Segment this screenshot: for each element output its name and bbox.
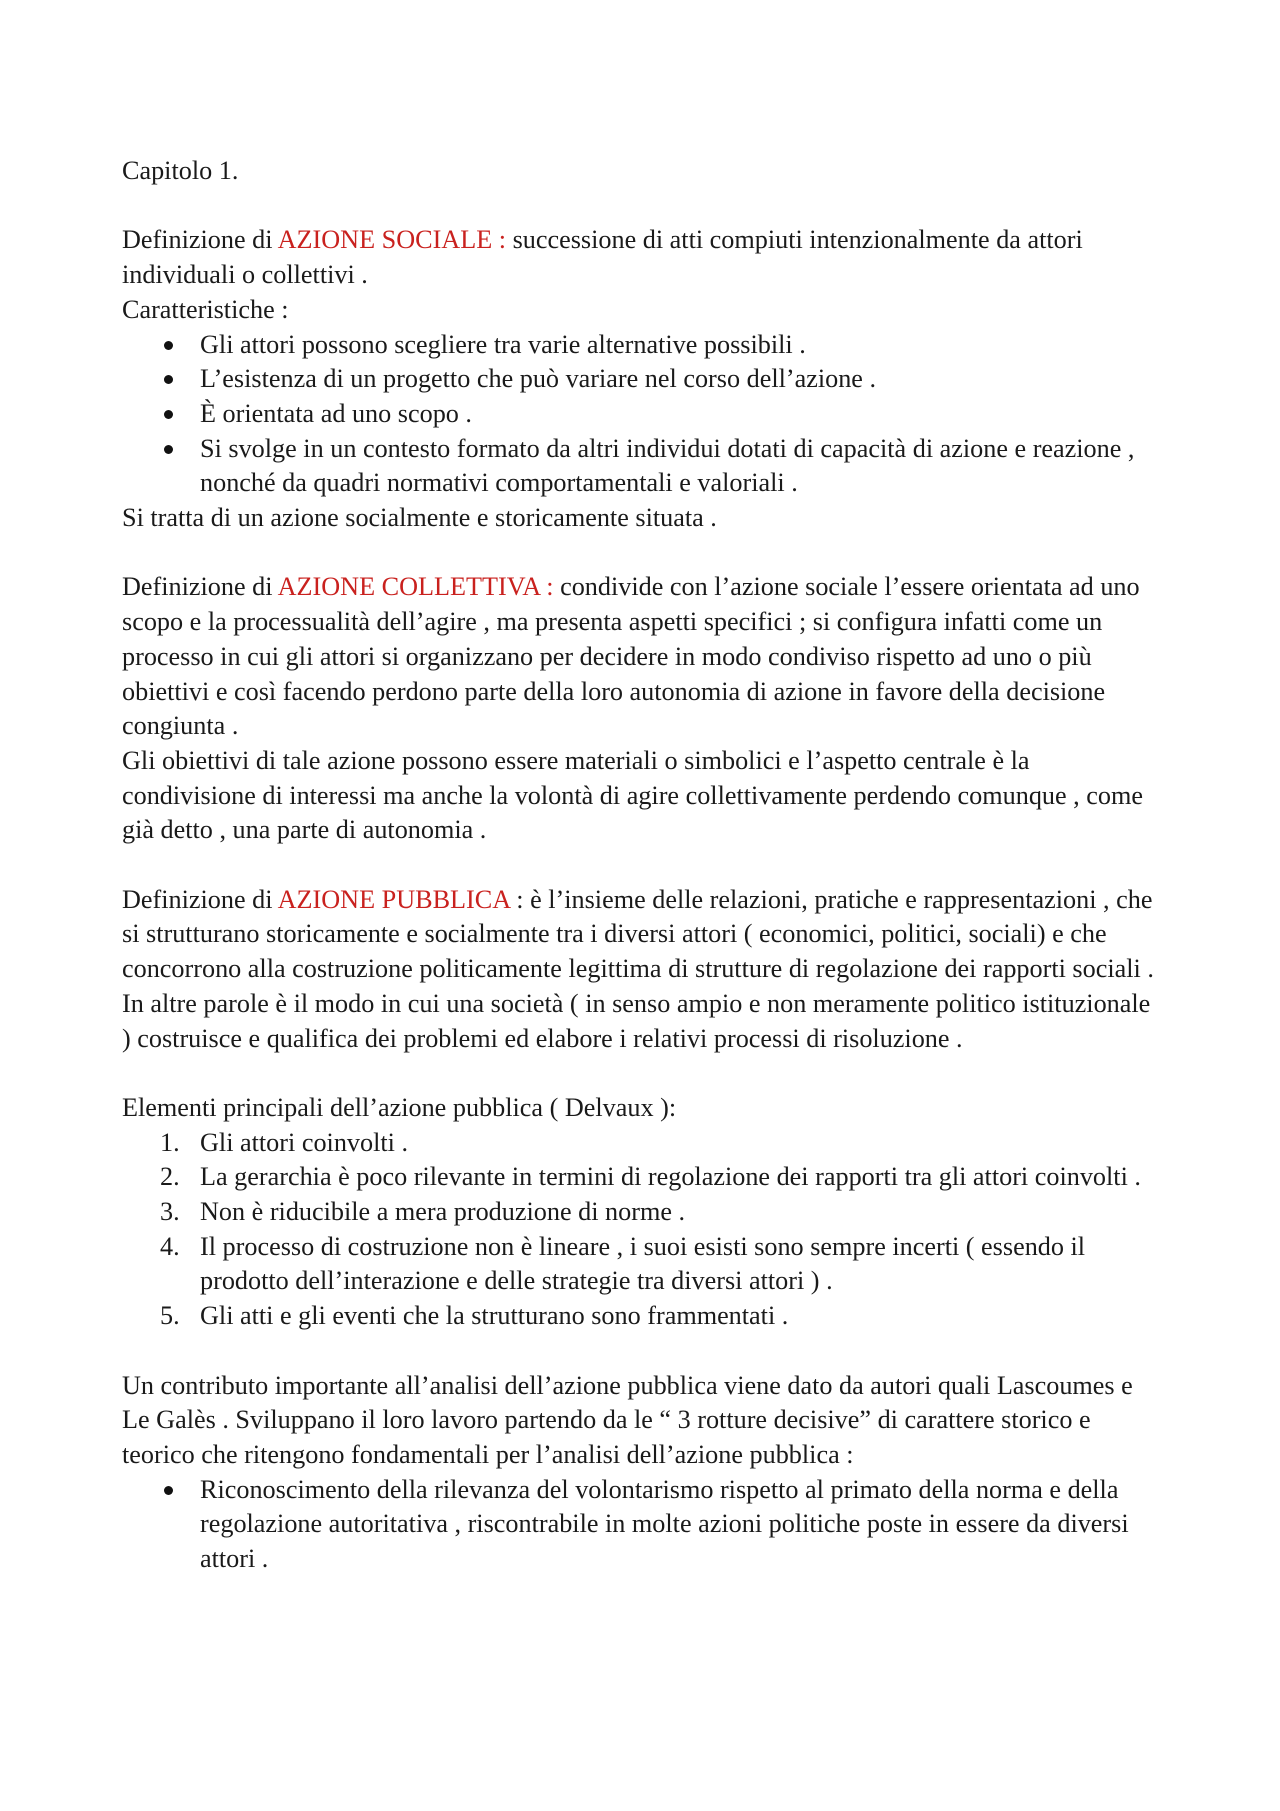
definition-prefix: Definizione di [122,884,278,914]
list-item-text: Non è riducibile a mera produzione di norme . [200,1197,686,1227]
characteristics-list [122,328,1160,502]
term-azione-collettiva: AZIONE COLLETTIVA : [277,572,554,602]
list-item [122,1126,1160,1161]
list-item: È orientata ad uno scopo . [122,397,1160,432]
definition-text: condivide con l’azione sociale l’essere orientata ad uno scopo e la processualità dell’agire , ma presenta aspetti specifici ; si configura infatti come un processo in cui gli attori si organizzano per decidere in modo condiviso rispetto ad uno o più obiettivi e così facendo perdono parte della loro autonomia di azione in favore della decisione congiunta . [122,572,1140,741]
definition-azione-collettiva [122,570,1160,744]
bullet-list [122,1473,1160,1577]
chapter-title: Capitolo 1. [122,156,239,185]
spacer [122,1056,1160,1091]
list-item [122,1230,1160,1299]
list-number: 4. [160,1231,180,1261]
list-item [122,1299,1160,1334]
spacer [122,848,1160,883]
paragraph: Un contributo importante all’analisi dell’azione pubblica viene dato da autori quali Lascoumes e Le Galès . Sviluppano il loro lavoro partendo da le “ 3 rotture decisive” di carattere storico e teorico che ritengono fondamentali per l’analisi dell’azione pubblica : [122,1370,1133,1469]
list-item: Riconoscimento della rilevanza del volontarismo rispetto al primato della norma e della regolazione autoritativa , riscontrabile in molte azioni politiche poste in essere da diversi attori . [122,1473,1160,1577]
paragraph: Gli obiettivi di tale azione possono essere materiali o simbolici e l’aspetto centrale è la condivisione di interessi ma anche la volontà di agire collettivamente perdendo comunque , come già detto , una parte di autonomia . [122,745,1143,845]
list-item [122,1195,1160,1230]
definition-azione-pubblica [122,883,1160,1057]
list-number: 3. [160,1197,180,1227]
definition-text: successione di atti compiuti intenzionalmente da attori individuali o collettivi . [122,225,1083,290]
term-azione-sociale: AZIONE SOCIALE : [277,225,507,255]
characteristics-label: Caratteristiche : [122,294,289,324]
list-number: 2. [160,1162,180,1192]
list-item: Gli attori possono scegliere tra varie alternative possibili . [122,328,1160,363]
list-item-text: La gerarchia è poco rilevante in termini di regolazione dei rapporti tra gli attori coinvolti . [200,1162,1141,1192]
list-number: 1. [160,1127,180,1157]
definition-prefix: Definizione di [122,572,278,602]
list-item-text: Gli atti e gli eventi che la strutturano sono frammentati . [200,1301,789,1331]
list-item [122,1160,1160,1195]
list-item: Si svolge in un contesto formato da altri individui dotati di capacità di azione e reazione , nonché da quadri normativi comportamentali e valoriali . [122,432,1160,501]
spacer [122,1334,1160,1369]
list-item: L’esistenza di un progetto che può variare nel corso dell’azione . [122,362,1160,397]
spacer [122,189,1160,224]
term-azione-pubblica: AZIONE PUBBLICA [277,884,510,914]
spacer [122,536,1160,571]
section-heading: Elementi principali dell’azione pubblica ( Delvaux ): [122,1092,677,1122]
definition-prefix: Definizione di [122,225,278,255]
list-number: 5. [160,1301,180,1331]
numbered-list [122,1126,1160,1334]
list-item-text: Gli attori coinvolti . [200,1127,409,1157]
definition-text: : è l’insieme delle relazioni, pratiche e rappresentazioni , che si strutturano storicamente e socialmente tra i diversi attori ( economici, politici, sociali) e che concorrono alla costruzione politicamente legittima di strutture di regolazione dei rapporti sociali . In altre parole è il modo in cui una società ( in senso ampio e non meramente politico istituzionale ) costruisce e qualifica dei problemi ed elabore i relativi processi di risoluzione . [122,884,1154,1053]
definition-azione-sociale [122,223,1160,292]
closing-sentence: Si tratta di un azione socialmente e storicamente situata . [122,503,717,533]
list-item-text: Il processo di costruzione non è lineare , i suoi esisti sono sempre incerti ( essendo il prodotto dell’interazione e delle strategie tra diversi attori ) . [200,1231,1086,1296]
